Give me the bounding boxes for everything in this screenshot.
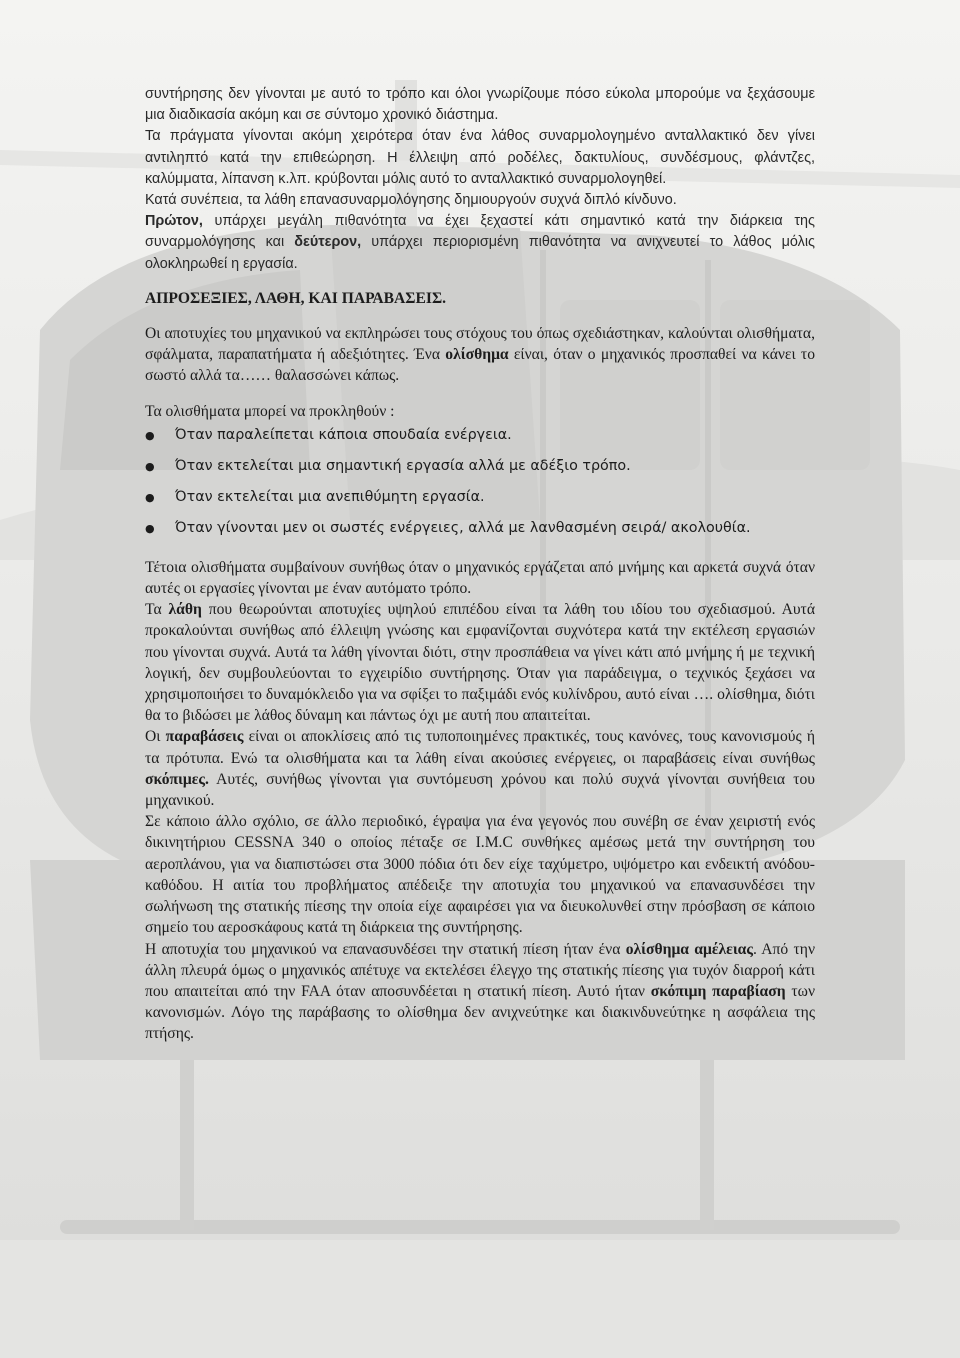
intro-paragraph-1: συντήρησης δεν γίνονται με αυτό το τρόπο και όλοι γνωρίζουμε πόσο εύκολα μπορούμε να ξεχάσουμε μια διαδικασία ακόμη και σε σύντομο χρονικό διάστημα. bbox=[145, 86, 815, 124]
section-heading: ΑΠΡΟΣΕΞΙΕΣ, ΛΑΘΗ, ΚΑΙ ΠΑΡΑΒΑΣΕΙΣ. bbox=[145, 289, 447, 307]
list-item: ● Όταν γίνονται μεν οι σωστές ενέργειες, αλλά με λανθασμένη σειρά/ ακολουθία. bbox=[145, 518, 815, 539]
negligence-slip-term: ολίσθημα αμέλειας bbox=[625, 940, 753, 958]
violations-term: παραβάσεις bbox=[165, 728, 244, 746]
mistakes-term: λάθη bbox=[168, 601, 202, 619]
intentional-violation-term: σκόπιμη παραβίαση bbox=[650, 982, 786, 1000]
body-paragraph-1: Τέτοια ολισθήματα συμβαίνουν συνήθως όταν ο μηχανικός εργάζεται από μνήμης και αρκετά συχνά όταν αυτές οι εργασίες γίνονται με έναν αυτόματο τρόπο. bbox=[145, 558, 815, 598]
document-page bbox=[145, 84, 815, 1045]
body-paragraph-5: Η αποτυχία του μηχανικού να επανασυνδέσει την στατική πίεση ήταν ένα ολίσθημα αμέλειας. Από την άλλη πλευρά όμως ο μηχανικός απέτυχε να εκτελέσει έλεγχο της στατικής πίεσης για τυχόν διαρροή κάτι που απαιτείται από την FAA όταν αποσυνδέεται η στατική πίεση. Αυτό ήταν σκόπιμη παραβίαση των κανονισμών. Λόγο της παράβασης το ολίσθημα δεν ανιχνεύτηκε και διακινδυνεύτηκε η ασφάλεια της πτήσης. bbox=[145, 940, 816, 1043]
body-paragraph-2: Τα λάθη που θεωρούνται αποτυχίες υψηλού επιπέδου είναι τα λάθη του ιδίου του σχεδιασμού. Αυτά προκαλούνται συνήθως από έλλειψη γνώσης και εμφανίζονται συχνότερα κατά την εκτέλεση εργασιών που γίνονται συχνά. Αυτά τα λάθη γίνονται διότι, στην προσπάθεια να γίνει κάτι από μνήμης ή με τεχνική λογική, δεν συμβουλεύονται το εγχειρίδιο συντήρησης. Όταν για παράδειγμα, ο τεχνικός ξεχάσει να χρησιμοποιήσει το δυναμόκλειδο για να σφίξει το παξιμάδι ενός κυλίνδρου, αυτό είναι …. ολίσθημα, διότι θα το βιδώσει με λάθος δύναμη και πάντως όχι με αυτή που απαιτείται. bbox=[145, 601, 815, 725]
causes-list bbox=[145, 425, 815, 539]
slips-paragraph: Οι αποτυχίες του μηχανικού να εκπληρώσει τους στόχους του όπως σχεδιάστηκαν, καλούνται ολισθήματα, σφάλματα, παραπατήματα ή αδεξιότητες. Ένα ολίσθημα είναι, όταν ο μηχανικός προσπαθεί να κάνει το σωστό αλλά τα…… θαλασσώνει κάπως. bbox=[145, 325, 815, 385]
first-bold: Πρώτον, bbox=[145, 213, 203, 230]
intro-paragraph-3: Κατά συνέπεια, τα λάθη επανασυναρμολόγησης δημιουργούν συχνά διπλό κίνδυνο. bbox=[145, 192, 677, 209]
list-intro: Τα ολισθήματα μπορεί να προκληθούν : bbox=[145, 402, 395, 420]
second-bold: δεύτερον, bbox=[294, 234, 362, 251]
intentional-term: σκόπιμες. bbox=[145, 770, 209, 788]
list-item: ● Όταν εκτελείται μια σημαντική εργασία αλλά με αδέξιο τρόπο. bbox=[145, 456, 815, 477]
body-paragraph-3: Οι παραβάσεις είναι οι αποκλίσεις από τις τυποποιημένες πρακτικές, τους κανόνες, τους κανονισμούς ή τα πρότυπα. Ενώ τα ολισθήματα και τα λάθη είναι ακούσιες ενέργειες, οι παραβάσεις είναι συνήθως σκόπιμες. Αυτές, συνήθως γίνονται για συντόμευση χρόνου και πολύ συχνά γίνονται συνήθεια του μηχανικού. bbox=[145, 728, 815, 810]
list-item: ● Όταν εκτελείται μια ανεπιθύμητη εργασία. bbox=[145, 487, 815, 508]
intro-paragraph-4: Πρώτον, υπάρχει μεγάλη πιθανότητα να έχει ξεχαστεί κάτι σημαντικό κατά την διάρκεια της συναρμολόγησης και δεύτερον, υπάρχει περιορισμένη πιθανότητα να ανιχνευτεί το λάθος μόλις ολοκληρωθεί η εργασία. bbox=[145, 213, 815, 272]
body-paragraph-4: Σε κάποιο άλλο σχόλιο, σε άλλο περιοδικό, έγραψα για ένα γεγονός που συνέβη σε έναν χειριστή ενός δικινητήριου CESSNA 340 ο οποίος πέταξε σε I.M.C συνθήκες αμέσως μετά την συντήρηση του αεροπλάνου, για να διαπιστώσει στα 3000 πόδια ότι δεν είχε ταχύμετρο, υψόμετρο και ενδεικτή ανόδου-καθόδου. Η αιτία του προβλήματος απέδειξε την αποτυχία του μηχανικού να επανασυνδέσει την σωλήνωση της στατικής πίεσης την οποία είχε αφαιρέσει για να διευκολυνθεί στην πρόσβαση σε κάποιο σημείο του αεροσκάφους κατά τη διάρκεια της συντήρησης. bbox=[145, 813, 815, 937]
list-item: ● Όταν παραλείπεται κάποια σπουδαία ενέργεια. bbox=[145, 425, 815, 446]
intro-paragraph-2: Τα πράγματα γίνονται ακόμη χειρότερα όταν ένα λάθος συναρμολογημένο ανταλλακτικό δεν γίνει αντιληπτό κατά την επιθεώρηση. Η έλλειψη από ροδέλες, δακτυλίους, συνδέσμους, φλάντζες, καλύμματα, λίπανση κ.λπ. κρύβονται μόλις αυτό το ανταλλακτικό συναρμολογηθεί. bbox=[145, 128, 815, 187]
slip-term: ολίσθημα bbox=[445, 346, 509, 364]
